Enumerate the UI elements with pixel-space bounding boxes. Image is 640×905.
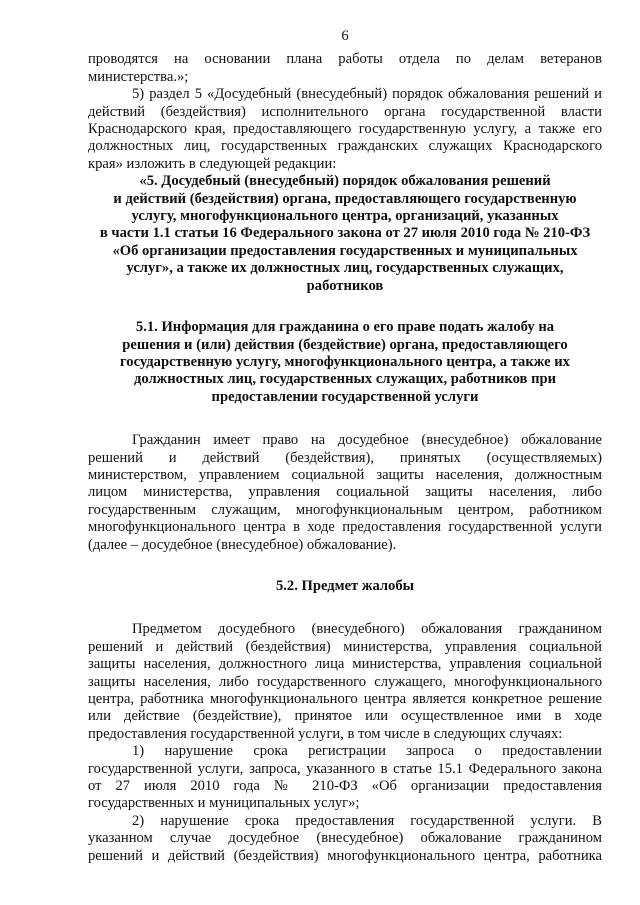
page-number: 6 bbox=[341, 28, 349, 44]
text-line: 1) нарушение срока регистрации запроса о предоставлении bbox=[132, 743, 602, 760]
heading-line: государственную услугу, многофункционального центра, а также их bbox=[120, 353, 570, 370]
text-line: Краснодарского края, предоставляющего государственную услугу, а также его bbox=[88, 121, 602, 138]
text-line: края» изложить в следующей редакции: bbox=[88, 155, 337, 172]
heading-line: услугу, многофункционального центра, организаций, указанных bbox=[131, 208, 559, 225]
text-line: Гражданин имеет право на досудебное (внесудебное) обжалование bbox=[132, 432, 602, 449]
text-line: решений и действий (бездействия) министерства, управления социальной bbox=[88, 638, 602, 655]
spacer bbox=[88, 295, 602, 319]
text-line: центра, работника многофункционального центра является конкретное решение bbox=[88, 691, 602, 707]
text-line: решений и действий (бездействия) многофункционального центра, работника bbox=[88, 847, 602, 864]
text-line: решений и действий (бездействия), принятых (осуществляемых) bbox=[88, 449, 602, 466]
section-5-1-paragraph bbox=[88, 432, 602, 554]
heading-line: «Об организации предоставления государственных и муниципальных bbox=[112, 242, 578, 259]
text-line: лицом министерства, управления социальной защиты населения, либо bbox=[88, 484, 602, 501]
text-line: министерством, управлением социальной защиты населения, должностным bbox=[88, 466, 602, 483]
text-line: государственной услуги, запроса, указанного в статье 15.1 Федерального закона bbox=[88, 760, 602, 777]
heading-line: решения и (или) действия (бездействие) органа, предоставляющего bbox=[122, 336, 568, 353]
heading-line: должностных лиц, государственных служащих, работников при bbox=[133, 371, 557, 388]
intro-paragraph bbox=[88, 51, 602, 86]
text-line: должностных лиц, государственных гражданских служащих Краснодарского bbox=[88, 138, 602, 155]
text-line: от 27 июля 2010 года № 210-ФЗ «Об организации предоставления bbox=[88, 778, 602, 795]
heading-line: услуг», а также их должностных лиц, государственных служащих, bbox=[126, 260, 564, 277]
text-line: защиты населения, либо государственного служащего, многофункционального bbox=[88, 673, 602, 690]
heading-line: предоставлении государственной услуги bbox=[211, 388, 479, 405]
section-5-2-heading: 5.2. Предмет жалобы bbox=[275, 577, 415, 594]
item-5-paragraph bbox=[88, 86, 602, 173]
text-line: указанном случае досудебное (внесудебное) обжалование гражданином bbox=[88, 830, 602, 847]
spacer bbox=[88, 406, 602, 432]
text-line: Предметом досудебного (внесудебного) обжалования гражданином bbox=[132, 621, 602, 638]
text-line: предоставления государственной услуги, в том числе в следующих случаях: bbox=[88, 725, 563, 742]
heading-line: работников bbox=[306, 277, 384, 294]
text-line: многофункционального центра в ходе предоставления государственной услуги bbox=[88, 519, 602, 536]
text-line: министерства.»; bbox=[88, 68, 189, 85]
text-line: 5) раздел 5 «Досудебный (внесудебный) порядок обжалования решений и bbox=[132, 86, 602, 103]
section-5-heading bbox=[88, 173, 602, 295]
text-line: защиты населения, должностного лица министерства, управления социальной bbox=[88, 656, 602, 673]
case-2-paragraph bbox=[88, 813, 602, 865]
text-line: (далее – досудебное (внесудебное) обжалование). bbox=[88, 536, 397, 553]
spacer bbox=[88, 595, 602, 621]
heading-line: в части 1.1 статьи 16 Федерального закона от 27 июля 2010 года № 210-ФЗ bbox=[99, 225, 591, 242]
heading-line: 5.1. Информация для гражданина о его праве подать жалобу на bbox=[135, 319, 555, 336]
text-line: действий (бездействия) исполнительного органа государственной власти bbox=[88, 103, 602, 120]
document-page bbox=[88, 28, 602, 865]
heading-line: «5. Досудебный (внесудебный) порядок обжалования решений bbox=[139, 173, 551, 190]
text-line: 2) нарушение срока предоставления государственной услуги. В bbox=[132, 812, 602, 829]
text-line: или действие (бездействие), принятое или осуществленное ими в ходе bbox=[88, 708, 602, 725]
section-5-2-paragraph bbox=[88, 621, 602, 743]
text-line: государственным служащим, многофункциональным центром, работником bbox=[88, 501, 602, 518]
section-5-1-heading bbox=[88, 319, 602, 406]
text-line: проводятся на основании плана работы отдела по делам ветеранов bbox=[88, 51, 602, 68]
heading-line: и действий (бездействия) органа, предоставляющего государственную bbox=[113, 190, 577, 207]
text-line: государственных и муниципальных услуг»; bbox=[88, 795, 360, 812]
spacer bbox=[88, 554, 602, 578]
case-1-paragraph bbox=[88, 743, 602, 813]
